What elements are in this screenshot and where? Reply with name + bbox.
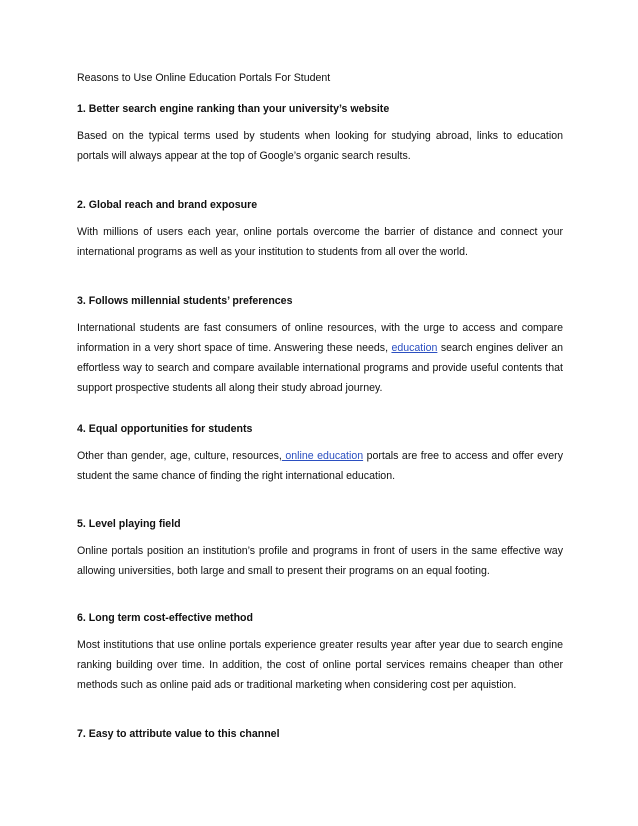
section-3-text-a: International students are fast consumers of online resources, with the urge to access and compare information in a very short space of time. Answering these needs, (77, 322, 563, 354)
section-4-text-a: Other than gender, age, culture, resources, (77, 450, 282, 462)
section-2-heading: 2. Global reach and brand exposure (77, 199, 258, 211)
section-6-heading: 6. Long term cost-effective method (77, 612, 254, 624)
online-education-link[interactable]: online education (281, 450, 364, 462)
education-link[interactable]: education (391, 342, 438, 354)
section-3-body (77, 318, 563, 398)
section-5-heading: 5. Level playing field (77, 518, 181, 530)
section-3-heading: 3. Follows millennial students’ preferences (77, 295, 293, 307)
section-1-heading: 1. Better search engine ranking than your university’s website (77, 103, 390, 115)
document-title: Reasons to Use Online Education Portals For Student (77, 72, 331, 84)
section-5-body: Online portals position an institution’s profile and programs in front of users in the same effective way allowing universities, both large and small to present their programs on an equal footing. (77, 545, 563, 577)
section-7-heading: 7. Easy to attribute value to this channel (77, 728, 280, 740)
section-2-body: With millions of users each year, online portals overcome the barrier of distance and connect your international programs as well as your institution to students from all over the world. (77, 226, 563, 258)
section-4-body (77, 446, 563, 486)
section-4-text-b: portals are free to access and offer every student the same chance of finding the right international education. (77, 450, 563, 482)
section-3-text-b: search engines deliver an effortless way to search and compare available international programs and provide useful contents that support prospective students all along their study abroad journey. (77, 342, 563, 394)
section-4-heading: 4. Equal opportunities for students (77, 423, 253, 435)
section-6-body: Most institutions that use online portals experience greater results year after year due to search engine ranking building over time. In addition, the cost of online portal services remains cheaper than other methods such as online paid ads or traditional marketing when considering cost per aquistion. (77, 639, 563, 691)
section-1-body: Based on the typical terms used by students when looking for studying abroad, links to education portals will always appear at the top of Google’s organic search results. (77, 130, 563, 162)
